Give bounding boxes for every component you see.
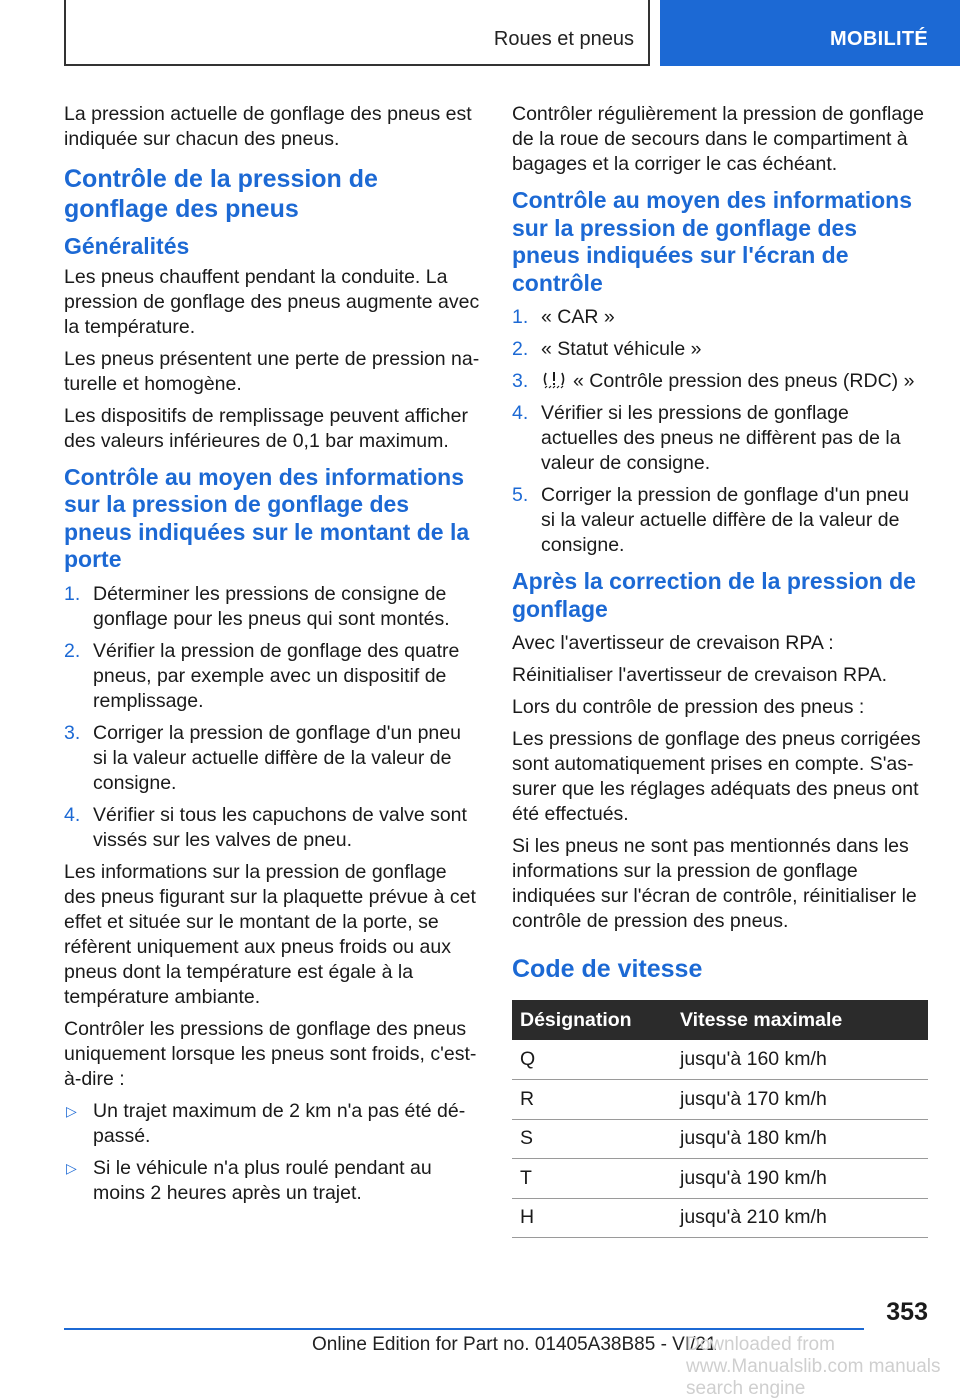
- table-row: Q jusqu'à 160 km/h: [512, 1040, 928, 1080]
- heading-speed-code: Code de vitesse: [512, 955, 703, 983]
- list-item: 1. Déterminer les pressions de consigne de gonflage pour les pneus qui sont montés.: [64, 582, 450, 630]
- section-title: Roues et pneus: [493, 28, 634, 50]
- list-item: 1. « CAR »: [512, 306, 615, 328]
- screen-check-steps: [512, 305, 928, 558]
- cold-tyres-paragraph: Contrôler les pressions de gonflage des pneus uniquement lorsque les pneus sont froids, c'est-à-dire :: [64, 1017, 477, 1090]
- general-paragraph-1: Les pneus chauffent pendant la conduite. La pression de gonflage des pneus augmente avec la température.: [64, 265, 480, 338]
- rdc-paragraph-2: Les pressions de gonflage des pneus corrigées sont automatiquement prises en compte. S'assurer que les réglages adéquats des pneus ont été effectués.: [512, 728, 921, 825]
- rdc-paragraph-1: Lors du contrôle de pression des pneus :: [512, 696, 865, 718]
- general-paragraph-2: Les pneus présentent une perte de pression naturelle et homogène.: [64, 347, 480, 395]
- triangle-bullet-icon: ▷: [66, 1102, 77, 1119]
- table-row: T jusqu'à 190 km/h: [512, 1159, 928, 1199]
- cold-conditions-list: [64, 1099, 480, 1206]
- heading-general: Généralités: [64, 233, 190, 259]
- list-item: 3. « Contrôle pression des pneus (RDC) »: [512, 370, 915, 392]
- list-item: ▷ Un trajet maximum de 2 km n'a pas été dépassé.: [66, 1099, 466, 1147]
- left-column: [64, 102, 480, 1213]
- general-paragraph-3: Les dispositifs de remplissage peuvent afficher des valeurs inférieures de 0,1 bar maximum.: [64, 404, 468, 452]
- rpa-paragraph-1: Avec l'avertisseur de crevaison RPA :: [512, 632, 834, 654]
- rdc-paragraph-3: Si les pneus ne sont pas mentionnés dans les informations sur la pression de gonflage indiquées sur l'écran de contrôle, réinitialiser le contrôle de pression des pneus.: [512, 835, 917, 932]
- chapter-title: MOBILITÉ: [830, 28, 928, 50]
- column-header: Désignation: [512, 1000, 672, 1040]
- speed-code-table: [512, 1000, 928, 1238]
- spare-wheel-paragraph: Contrôler régulièrement la pression de gonflage de la roue de secours dans le compartiment à bagages et la corriger le cas échéant.: [512, 103, 924, 175]
- heading-door-pillar-check: Contrôle au moyen des informations sur la pression de gonflage des pneus indiquées sur le montant de la porte: [64, 463, 470, 572]
- triangle-bullet-icon: ▷: [66, 1159, 77, 1176]
- list-item: 4. Vérifier si les pressions de gonflage actuelles des pneus ne diffèrent pas de la valeur de consigne.: [512, 402, 901, 474]
- table-header-row: [512, 1000, 928, 1040]
- footer-divider: [64, 1328, 864, 1330]
- chapter-tab: [660, 0, 960, 66]
- right-column: [512, 102, 928, 1238]
- edition-footer: Online Edition for Part no. 01405A38B85 - VI/21: [312, 1334, 717, 1355]
- list-item: ▷ Si le véhicule n'a plus roulé pendant au moins 2 heures après un trajet.: [66, 1156, 432, 1204]
- page-number: 353: [886, 1298, 928, 1326]
- door-check-steps: [64, 582, 480, 853]
- column-header: Vitesse maximale: [672, 1000, 928, 1040]
- tyre-pressure-warning-icon: [541, 369, 567, 391]
- heading-pressure-check: Contrôle de la pression de gonflage des pneus: [64, 165, 378, 223]
- table-row: H jusqu'à 210 km/h: [512, 1198, 928, 1238]
- rpa-paragraph-2: Réinitialiser l'avertisseur de crevaison RPA.: [512, 664, 888, 686]
- page-header: [0, 0, 960, 68]
- list-item: 2. « Statut véhicule »: [512, 338, 702, 360]
- heading-after-correction: Après la correction de la pression de gonflage: [512, 568, 916, 622]
- intro-paragraph: La pression actuelle de gonflage des pneus est indiquée sur chacun des pneus.: [64, 103, 472, 150]
- list-item: 2. Vérifier la pression de gonflage des quatre pneus, par exemple avec un dispositif de remplissage.: [64, 639, 460, 712]
- table-row: R jusqu'à 170 km/h: [512, 1080, 928, 1120]
- door-info-paragraph: Les informations sur la pression de gonflage des pneus figurant sur la plaquette prévue à cet effet et située sur le montant de la porte, se réfèrent uniquement aux pneus froids ou aux pneus dont la température est égale à la température ambiante.: [64, 860, 476, 1008]
- table-row: S jusqu'à 180 km/h: [512, 1119, 928, 1159]
- watermark: Downloaded from www.Manualslib.com manuals search engine: [686, 1334, 941, 1399]
- list-item: 4. Vérifier si tous les capuchons de valve sont vissés sur les valves de pneu.: [64, 803, 467, 851]
- heading-screen-check: Contrôle au moyen des informations sur la pression de gonflage des pneus indiquées sur l'écran de contrôle: [512, 187, 912, 296]
- list-item: 5. Corriger la pression de gonflage d'un pneu si la valeur actuelle diffère de la valeur de consigne.: [512, 484, 909, 556]
- header-section-box: [64, 0, 650, 66]
- list-item: 3. Corriger la pression de gonflage d'un pneu si la valeur actuelle diffère de la valeur de consigne.: [64, 721, 461, 794]
